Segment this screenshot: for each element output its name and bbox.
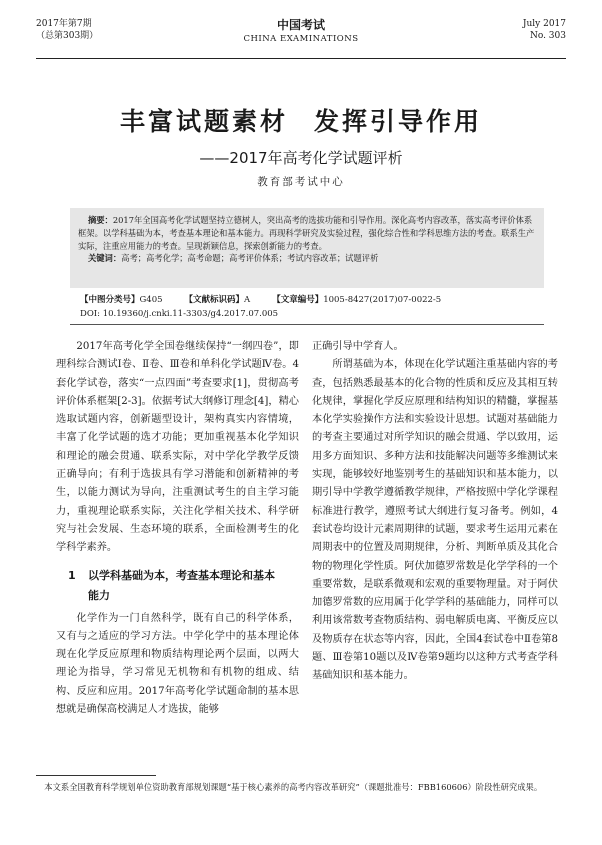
title-part-1: 丰富试题素材 [119, 107, 288, 136]
section-number: 1 [68, 568, 76, 582]
classification-row [80, 293, 544, 307]
article-subtitle: ——2017年高考化学试题评析 [199, 149, 403, 167]
page-header [36, 18, 566, 58]
section-title-line-2: 能力 [88, 588, 110, 602]
issue-month-en: July 2017 [522, 19, 566, 29]
body-paragraph-continued: 正确引导中学育人。 [312, 341, 404, 352]
metadata-rule [70, 324, 544, 325]
keywords [78, 252, 536, 265]
abstract [78, 214, 536, 252]
issue-year-number: 2017年第7期 [36, 19, 92, 29]
issue-total-number: （总第303期） [36, 31, 99, 41]
article-title [0, 106, 602, 138]
issue-number-en: No. 303 [529, 31, 566, 41]
clc-label: 【中图分类号】 [80, 295, 140, 305]
journal-name-en: CHINA EXAMINATIONS [243, 34, 359, 44]
section-heading-1 [56, 566, 299, 606]
keywords-label: 关键词： [87, 253, 122, 264]
body-column-right [312, 338, 558, 686]
clc-value: G405 [139, 295, 163, 305]
article-number-value: 1005-8427(2017)07-0022-5 [323, 295, 442, 305]
article-metadata [80, 293, 544, 321]
doi: DOI: 10.19360/j.cnki.11-3303/g4.2017.07.005 [80, 309, 279, 319]
title-part-2: 发挥引导作用 [314, 107, 483, 136]
footnote-rule [36, 775, 156, 776]
abstract-text: 2017年全国高考化学试题坚持立德树人，突出高考的选拔功能和引导作用。深化高考内容改革，落实高考评价体系框架。以学科基础为本，考查基本理论和基本能力。再现科学研究及实验过程，强化综合性和学科思维方法的考查。联系生产实际，注重应用能力的考查。呈现新颖信息，探索创新能力的考查。 [78, 215, 535, 251]
body-column-left [56, 338, 299, 719]
body-paragraph: 2017年高考化学全国卷继续保持“一纲四卷”，即理科综合测试Ⅰ卷、Ⅱ卷、Ⅲ卷和单科化学试题Ⅳ卷。4套化学试卷，落实“一点四面”考查要求[1]，贯彻高考评价体系框架[2-3]。依据考试大纲修订理念[4]，精心选取试题内容，创新题型设计，架构真实内容情境，丰富了化学试题的选才功能；更加重视基本化学知识和理论的融会贯通、联系实际，对中学化学教学反馈正确导向；有利于选拔具有学习潜能和创新精神的考生，以能力测试为导向，注重测试考生的自主学习能力，重视理论联系实际，关注化学相关技术、科学研究与社会发展、生态环境的联系，全面检测考生的化学科学素养。 [56, 341, 299, 554]
header-rule [36, 58, 566, 59]
section-title-line-1: 以学科基础为本，考查基本理论和基本 [88, 568, 275, 582]
body-paragraph: 化学作为一门自然科学，既有自己的科学体系，又有与之适应的学习方法。中学化学中的基本理论体现在化学反应原理和物质结构理论两个层面，以两大理论为指导，学习常见无机物和有机物的组成、结构、反应和应用。2017年高考化学试题命制的基本思想就是确保高校满足人才选拔，能够 [56, 612, 299, 716]
doc-code-label: 【文献标识码】 [184, 295, 245, 305]
journal-name [36, 18, 566, 45]
footnote: 本文系全国教育科学规划单位资助教育部规划课题“基于核心素养的高考内容改革研究”（课题批准号：FBB160606）阶段性研究成果。 [44, 782, 543, 792]
doc-code-value: A [244, 295, 251, 305]
article-author: 教育部考试中心 [257, 176, 345, 188]
abstract-box [70, 208, 544, 288]
issue-info-en [523, 18, 566, 42]
abstract-label: 摘要： [87, 215, 113, 225]
journal-name-cn: 中国考试 [276, 18, 325, 32]
body-paragraph: 所谓基础为本，体现在化学试题注重基础内容的考查，包括熟悉最基本的化合物的性质和反应及其相互转化规律，掌握化学反应原理和结构知识的精髓，掌握基本化学实验操作方法和实验设计思想。试题对基础能力的考查主要通过对所学知识的融会贯通、学以致用，运用多方面知识、多种方法和技能解决问题等多维测试来实现，能够较好地鉴别考生的基础知识和基本能力，以期引导中学教学遵循教学规律，严格按照中学化学课程标准进行教学，遵照考试大纲进行复习备考。例如，4套试卷均设计元素周期律的试题，要求考生运用元素在周期表中的位置及周期规律，分析、判断单质及其化合物的物理化学性质。阿伏加德罗常数是化学学科的一个重要常数，是联系微观和宏观的重要物理量。对于阿伏加德罗常数的应用属于化学学科的基础能力，同样可以利用该常数考查物质结构、弱电解质电离、平衡反应以及物质存在状态等内容，因此，全国4套试卷中Ⅱ卷第8题、Ⅲ卷第10题以及Ⅳ卷第9题均以这种方式考查学科基础知识和基本能力。 [312, 359, 558, 682]
article-number-label: 【文章编号】 [272, 295, 324, 305]
keywords-text: 高考；高考化学；高考命题；高考评价体系；考试内容改革；试题评析 [121, 253, 379, 264]
